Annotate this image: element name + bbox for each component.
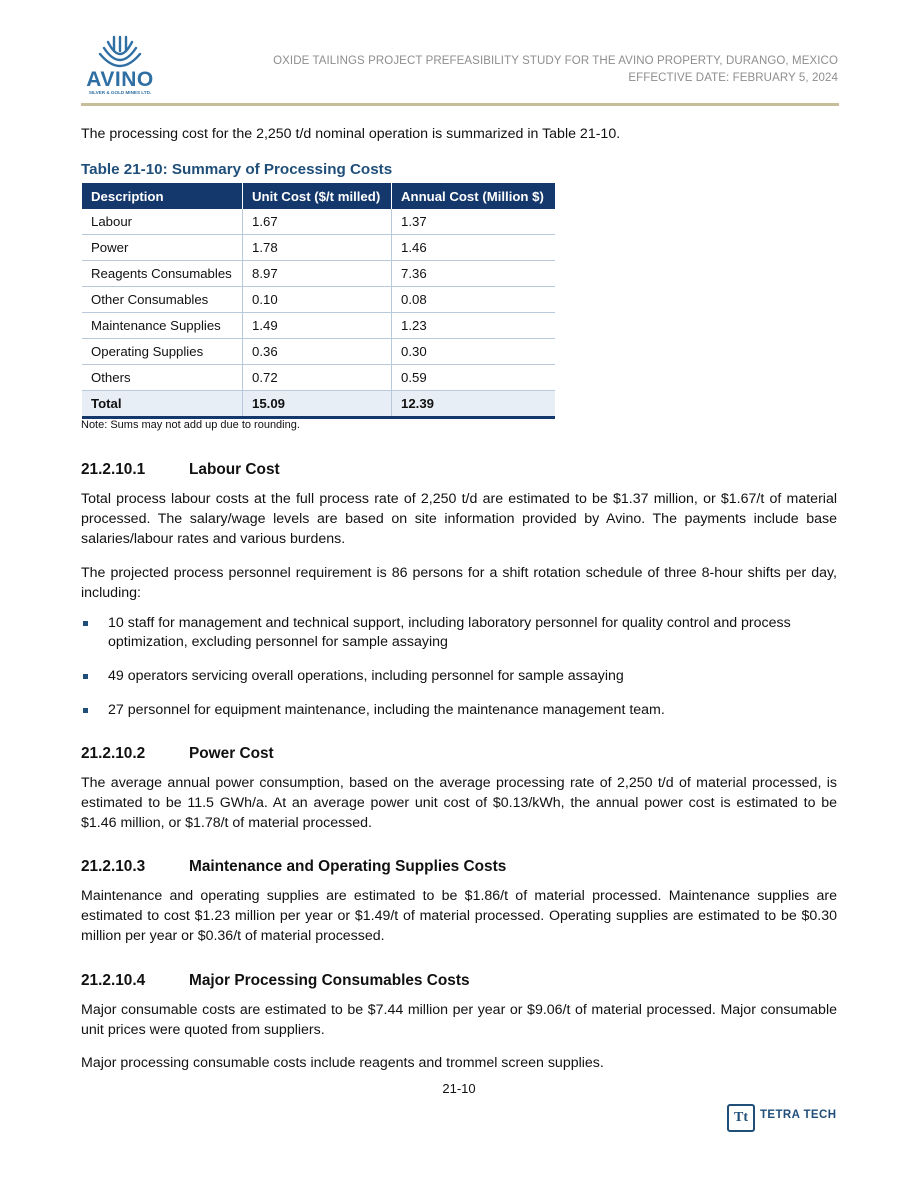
- tetra-tech-wordmark: TETRA TECH: [760, 1109, 837, 1121]
- table-row: [82, 235, 555, 261]
- section-number: 21.2.10.4: [81, 972, 146, 989]
- labour-paragraph-2: The projected process personnel requirement is 86 persons for a shift rotation schedule of three 8-hour shifts per day, including:: [81, 565, 837, 601]
- consumables-paragraph-2: Major processing consumable costs include reagents and trommel screen supplies.: [81, 1055, 604, 1071]
- table-cell: 8.97: [243, 261, 392, 287]
- avino-emblem-icon: [84, 34, 156, 68]
- table-cell: 1.23: [392, 313, 556, 339]
- table-cell: 1.46: [392, 235, 556, 261]
- maintenance-paragraph: Maintenance and operating supplies are estimated to be $1.86/t of material processed. Maintenance supplies are estimated to cost $1.23 million per year or $1.49/t of material processed. Operating supplies are estimated to be $0.30 million per year or $0.36/t of material processed.: [81, 888, 837, 944]
- section-number: 21.2.10.3: [81, 858, 146, 875]
- table-cell: Power: [82, 235, 243, 261]
- table-cell: Total: [82, 391, 243, 418]
- table-cell: 0.08: [392, 287, 556, 313]
- column-header: Unit Cost ($/t milled): [243, 183, 392, 209]
- section-title: Power Cost: [189, 745, 274, 762]
- header-title: OXIDE TAILINGS PROJECT PREFEASIBILITY STUDY FOR THE AVINO PROPERTY, DURANGO, MEXICO: [273, 55, 838, 67]
- table-cell: 7.36: [392, 261, 556, 287]
- avino-logo: [84, 34, 156, 98]
- table-cell: 0.72: [243, 365, 392, 391]
- column-header: Description: [82, 183, 243, 209]
- section-heading-power: [81, 745, 274, 763]
- table-cell: Others: [82, 365, 243, 391]
- table-cell: 12.39: [392, 391, 556, 418]
- table-cell: Operating Supplies: [82, 339, 243, 365]
- bullet-icon: [83, 708, 88, 713]
- table-cell: 15.09: [243, 391, 392, 418]
- section-heading-maintenance: [81, 858, 506, 876]
- column-header: Annual Cost (Million $): [392, 183, 556, 209]
- table-cell: 0.30: [392, 339, 556, 365]
- table-cell: 0.10: [243, 287, 392, 313]
- table-row: [82, 209, 555, 235]
- table-cell: 1.37: [392, 209, 556, 235]
- table-row: [82, 313, 555, 339]
- table-row: [82, 261, 555, 287]
- section-heading-consumables: [81, 972, 470, 990]
- table-note: Note: Sums may not add up due to rounding.: [81, 419, 300, 431]
- consumables-paragraph-1: Major consumable costs are estimated to be $7.44 million per year or $9.06/t of material processed. Major consumable unit prices were quoted from suppliers.: [81, 1002, 837, 1038]
- header-divider: [81, 103, 839, 106]
- section-title: Labour Cost: [189, 461, 280, 478]
- table-cell: 1.67: [243, 209, 392, 235]
- intro-paragraph: The processing cost for the 2,250 t/d nominal operation is summarized in Table 21-10.: [81, 126, 621, 142]
- table-cell: 1.78: [243, 235, 392, 261]
- list-item: [81, 701, 837, 720]
- table-cell: Other Consumables: [82, 287, 243, 313]
- section-number: 21.2.10.1: [81, 461, 146, 478]
- list-item-text: 49 operators servicing overall operations, including personnel for sample assaying: [108, 668, 624, 684]
- bullet-icon: [83, 621, 88, 626]
- table-cell: 0.59: [392, 365, 556, 391]
- table-title: Table 21-10: Summary of Processing Costs: [81, 161, 393, 178]
- processing-costs-table: [82, 183, 555, 419]
- logo-wordmark: AVINO: [86, 68, 154, 91]
- section-heading-labour: [81, 461, 280, 479]
- list-item-text: 27 personnel for equipment maintenance, including the maintenance management team.: [108, 702, 665, 718]
- table-cell: Reagents Consumables: [82, 261, 243, 287]
- power-paragraph: The average annual power consumption, based on the average processing rate of 2,250 t/d of material processed, is estimated to be 11.5 GWh/a. At an average power unit cost of $0.13/kWh, the annual power cost is estimated to be $1.46 million, or $1.78/t of material processed.: [81, 775, 837, 831]
- table-row: [82, 287, 555, 313]
- list-item: [81, 667, 837, 686]
- table-total-row: [82, 391, 555, 418]
- section-title: Maintenance and Operating Supplies Costs: [189, 858, 507, 875]
- header-effective-date: EFFECTIVE DATE: FEBRUARY 5, 2024: [628, 72, 838, 84]
- table-cell: Labour: [82, 209, 243, 235]
- labour-paragraph-1: Total process labour costs at the full process rate of 2,250 t/d are estimated to be $1.37 million, or $1.67/t of material processed. The salary/wage levels are based on site information provided by Avino. The payments include base salaries/labour rates and various burdens.: [81, 491, 837, 547]
- section-title: Major Processing Consumables Costs: [189, 972, 470, 989]
- document-header: [273, 53, 838, 87]
- page-number: 21-10: [442, 1081, 476, 1096]
- tetra-tech-mark-icon: Tt: [727, 1104, 755, 1132]
- table-row: [82, 365, 555, 391]
- list-item-text: 10 staff for management and technical support, including laboratory personnel for quality control and process optimization, excluding personnel for sample assaying: [108, 615, 791, 650]
- bullet-icon: [83, 674, 88, 679]
- personnel-list: [81, 614, 837, 720]
- logo-subtext: SILVER & GOLD MINES LTD.: [88, 90, 152, 95]
- section-number: 21.2.10.2: [81, 745, 146, 762]
- list-item: [81, 614, 837, 652]
- table-cell: Maintenance Supplies: [82, 313, 243, 339]
- table-row: [82, 339, 555, 365]
- table-cell: 1.49: [243, 313, 392, 339]
- table-header-row: [82, 183, 555, 209]
- table-cell: 0.36: [243, 339, 392, 365]
